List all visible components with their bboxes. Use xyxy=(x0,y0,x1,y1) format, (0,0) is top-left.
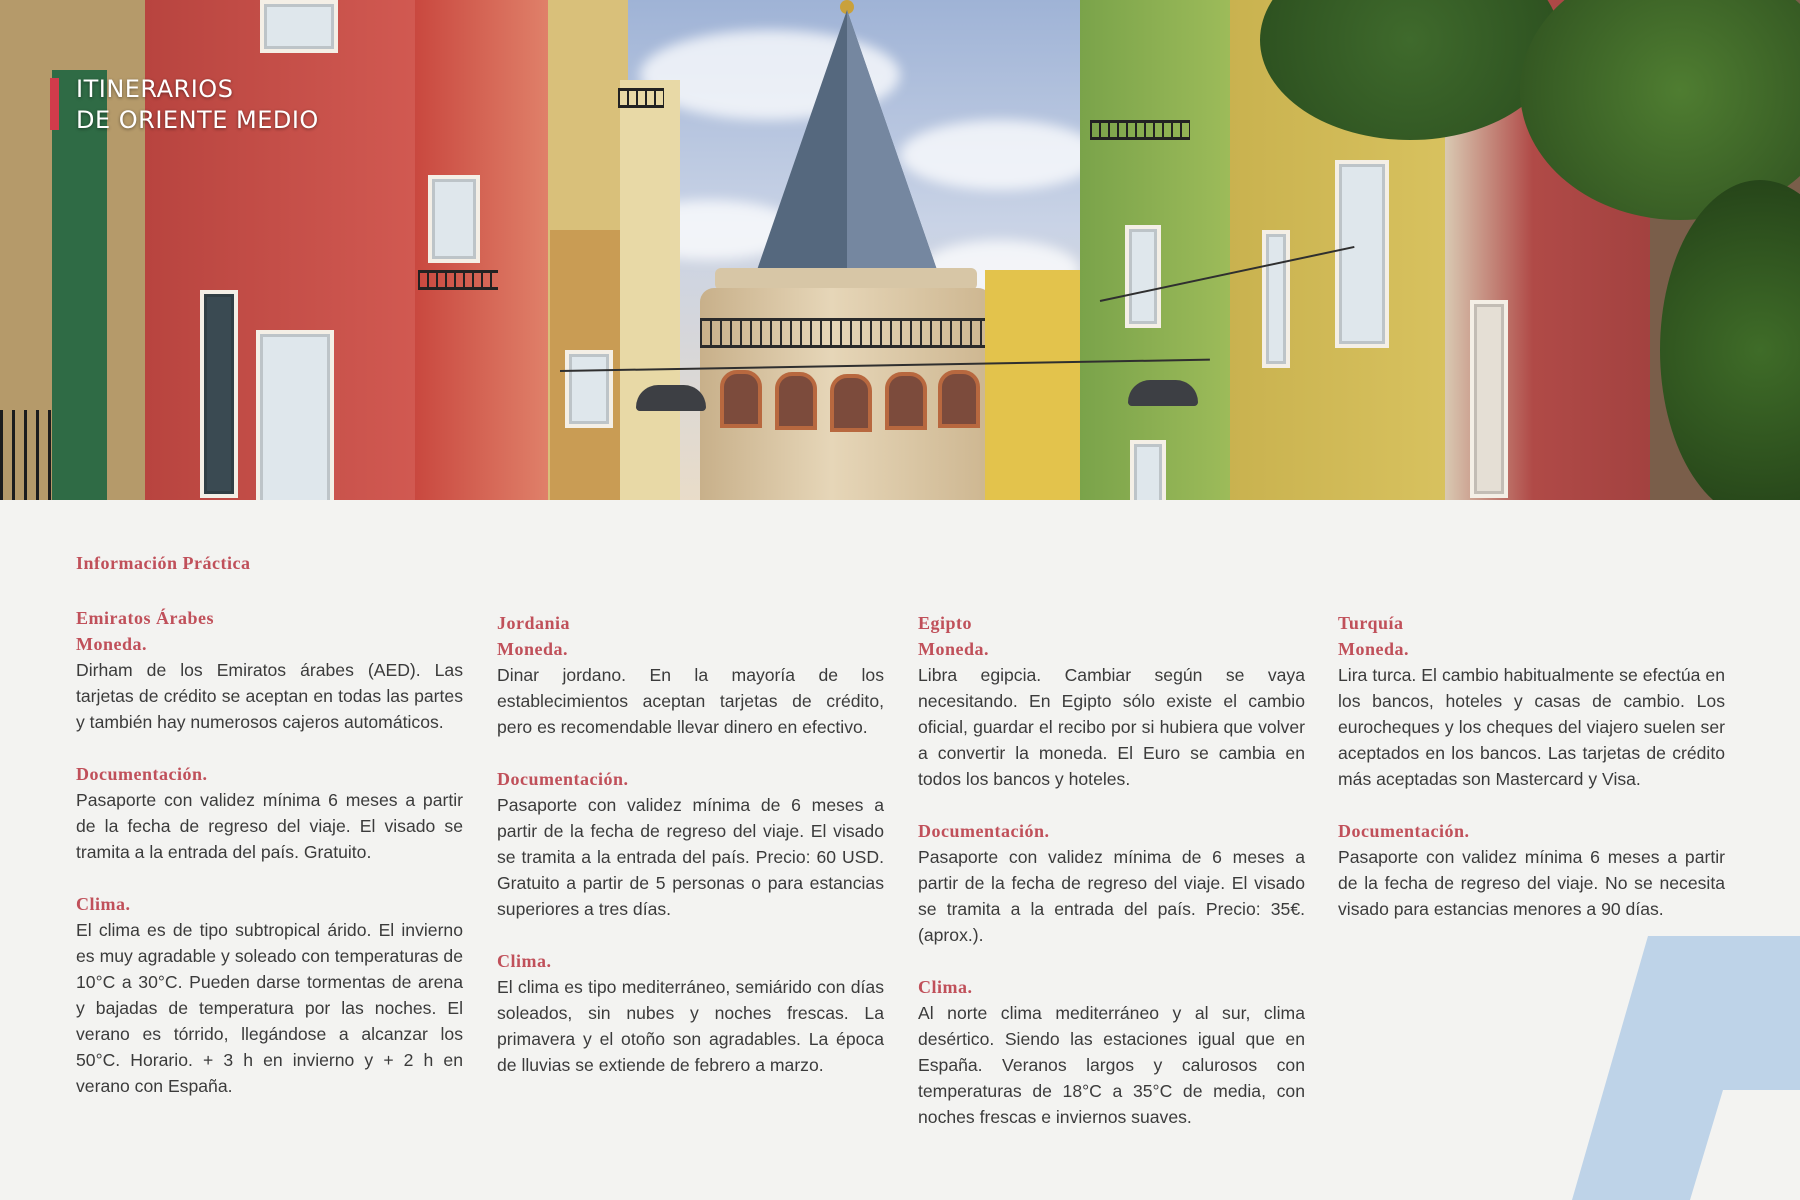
currency-text: Lira turca. El cambio habitualmente se efectúa en los bancos, hoteles y casas de cambio. Los eurocheques y los cheques del viajero suelen ser aceptados en los bancos. Las tarjetas de crédito más aceptadas son Mastercard y Visa. xyxy=(1338,665,1725,789)
currency-text: Libra egipcia. Cambiar según se vaya necesitando. En Egipto sólo existe el cambio oficial, guardar el recibo por si hubiera que volver a convertir la moneda. El Euro se cambia en todos los bancos y hoteles. xyxy=(918,665,1305,789)
documentation-heading: Documentación. xyxy=(497,769,629,789)
blue-corner-shape xyxy=(1572,936,1800,1200)
documentation-text: Pasaporte con validez mínima de 6 meses a partir de la fecha de regreso del viaje. El visado se tramita a la entrada del país. Precio: 60 USD. Gratuito a partir de 5 personas o para estancias superiores a tres días. xyxy=(497,795,884,919)
documentation-text: Pasaporte con validez mínima 6 meses a partir de la fecha de regreso del viaje. No se necesita visado para estancias menores a 90 días. xyxy=(1338,847,1725,919)
documentation-text: Pasaporte con validez mínima de 6 meses a partir de la fecha de regreso del viaje. El visado se tramita a la entrada del país. Precio: 35€. (aprox.). xyxy=(918,847,1305,945)
documentation-heading: Documentación. xyxy=(76,764,208,784)
documentation-text: Pasaporte con validez mínima 6 meses a partir de la fecha de regreso del viaje. El visado se tramita a la entrada del país. Gratuito. xyxy=(76,790,463,862)
page-title-line1: ITINERARIOS xyxy=(76,75,234,103)
country-heading: Turquía xyxy=(1338,613,1404,633)
climate-heading: Clima. xyxy=(918,977,973,997)
title-accent-bar xyxy=(50,78,59,130)
column-turquia xyxy=(1338,610,1725,922)
currency-text: Dirham de los Emiratos árabes (AED). Las tarjetas de crédito se aceptan en todas las partes y también hay numerosos cajeros automáticos. xyxy=(76,660,463,732)
country-heading: Egipto xyxy=(918,613,973,633)
climate-text: El clima es tipo mediterráneo, semiárido con días soleados, sin nubes y noches frescas. La primavera y el otoño son agradables. La época de lluvias se extiende de febrero a marzo. xyxy=(497,977,884,1075)
currency-heading: Moneda. xyxy=(918,639,989,659)
currency-heading: Moneda. xyxy=(1338,639,1409,659)
documentation-heading: Documentación. xyxy=(1338,821,1470,841)
currency-heading: Moneda. xyxy=(76,634,147,654)
climate-heading: Clima. xyxy=(497,951,552,971)
country-heading: Jordania xyxy=(497,613,571,633)
currency-text: Dinar jordano. En la mayoría de los establecimientos aceptan tarjetas de crédito, pero es recomendable llevar dinero en efectivo. xyxy=(497,665,884,737)
page-title-line2: DE ORIENTE MEDIO xyxy=(76,106,319,134)
climate-heading: Clima. xyxy=(76,894,131,914)
currency-heading: Moneda. xyxy=(497,639,568,659)
column-emiratos xyxy=(76,605,463,1099)
column-egipto xyxy=(918,610,1305,1130)
page-title xyxy=(76,74,319,136)
section-title: Información Práctica xyxy=(76,553,251,573)
climate-text: El clima es de tipo subtropical árido. El invierno es muy agradable y soleado con temperaturas de 10°C a 30°C. Pueden darse tormentas de arena y bajadas de temperatura por las noches. El verano es tórrido, llegándose a alcanzar los 50°C. Horario. + 3 h en invierno y + 2 h en verano con España. xyxy=(76,920,463,1096)
climate-text: Al norte clima mediterráneo y al sur, clima desértico. Siendo las estaciones igual que en España. Veranos largos y calurosos con temperaturas de 18°C a 35°C de media, con noches frescas e inviernos suaves. xyxy=(918,1003,1305,1127)
documentation-heading: Documentación. xyxy=(918,821,1050,841)
country-heading: Emiratos Árabes xyxy=(76,608,214,628)
column-jordania xyxy=(497,610,884,1078)
